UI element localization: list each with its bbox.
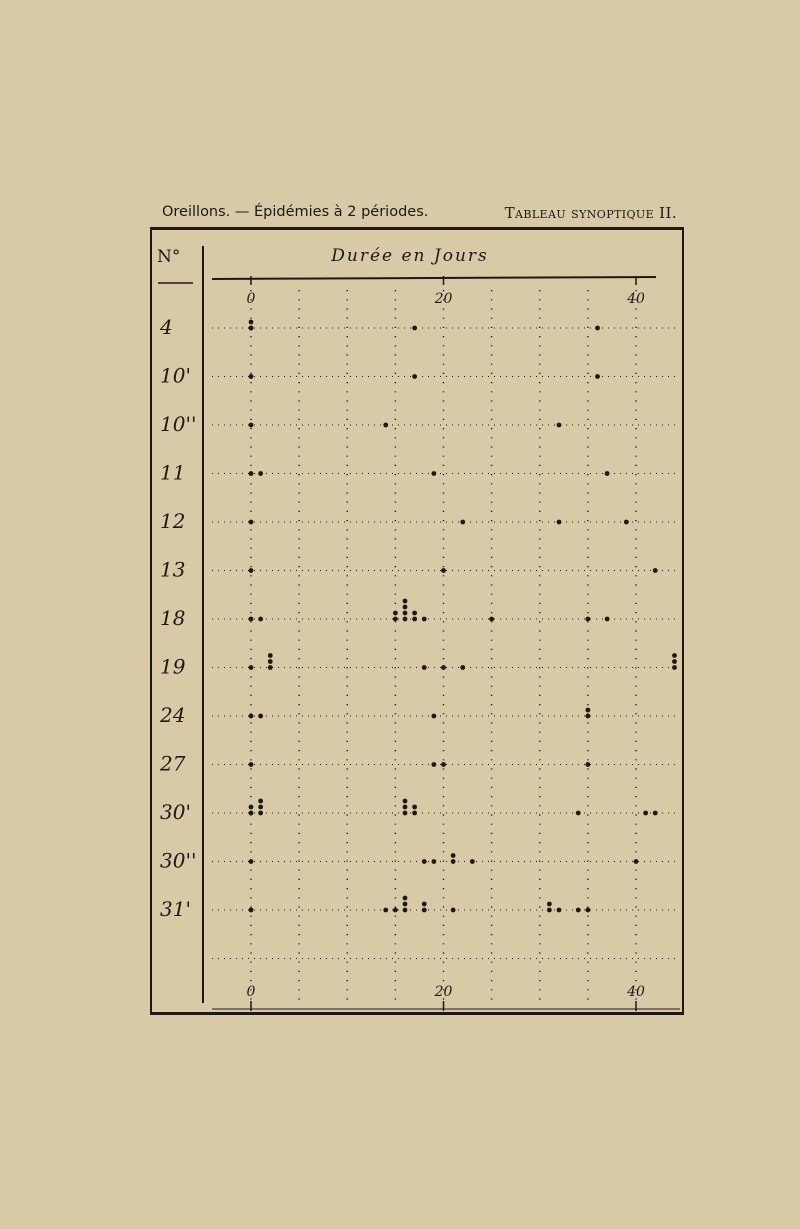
data-point <box>431 471 436 476</box>
data-point <box>624 520 629 525</box>
row-label: 11 <box>160 460 186 485</box>
data-point <box>403 811 408 816</box>
tick-label-bottom-20: 20 <box>434 984 453 1000</box>
data-point <box>422 908 427 913</box>
chart-title: Durée en Jours <box>331 246 489 266</box>
x-ticks <box>247 276 645 1011</box>
data-point <box>653 568 658 573</box>
data-point <box>576 811 581 816</box>
data-point <box>557 520 562 525</box>
data-point <box>268 659 273 664</box>
data-point <box>451 908 456 913</box>
data-point <box>441 762 446 767</box>
data-point <box>585 714 590 719</box>
data-point <box>249 859 254 864</box>
header-title: Oreillons. — Épidémies à 2 périodes. <box>162 204 429 220</box>
data-point <box>431 762 436 767</box>
row-lines <box>212 328 676 959</box>
row-label: 4 <box>160 315 173 339</box>
data-point <box>393 611 398 616</box>
data-point <box>403 611 408 616</box>
data-point <box>403 799 408 804</box>
data-point <box>258 714 263 719</box>
data-point <box>412 611 417 616</box>
data-point <box>383 908 388 913</box>
data-point <box>585 617 590 622</box>
row-label: 13 <box>160 557 186 582</box>
gridlines <box>251 290 636 1000</box>
tick-label-top-40: 40 <box>627 291 645 307</box>
tick-label-bottom-0: 0 <box>246 984 256 1000</box>
data-point <box>441 568 446 573</box>
data-point <box>643 811 648 816</box>
data-point <box>249 811 254 816</box>
row-label: 30' <box>160 800 191 824</box>
data-point <box>249 520 254 525</box>
data-point <box>557 908 562 913</box>
header-table-label: Tableau synoptique II. <box>504 204 677 222</box>
data-point <box>412 374 417 379</box>
data-point <box>422 665 427 670</box>
data-point <box>431 859 436 864</box>
data-point <box>605 471 610 476</box>
row-label: 10'' <box>160 412 197 436</box>
row-label: 19 <box>160 654 186 679</box>
data-point <box>393 617 398 622</box>
data-point <box>547 908 552 913</box>
data-point <box>403 896 408 901</box>
data-point <box>403 605 408 610</box>
data-point <box>258 805 263 810</box>
data-point <box>422 617 427 622</box>
data-point <box>403 599 408 604</box>
data-point <box>489 617 494 622</box>
data-point <box>451 859 456 864</box>
data-point <box>412 326 417 331</box>
data-point <box>441 665 446 670</box>
data-point <box>258 799 263 804</box>
row-label: 24 <box>160 703 186 727</box>
data-point <box>460 665 465 670</box>
data-point <box>412 811 417 816</box>
data-point <box>422 902 427 907</box>
data-point <box>595 374 600 379</box>
data-point <box>258 811 263 816</box>
data-point <box>393 908 398 913</box>
data-point <box>576 908 581 913</box>
data-point <box>258 471 263 476</box>
data-point <box>470 859 475 864</box>
data-points <box>249 320 677 913</box>
data-point <box>249 568 254 573</box>
data-point <box>249 326 254 331</box>
data-point <box>585 708 590 713</box>
data-point <box>249 617 254 622</box>
data-point <box>403 908 408 913</box>
data-point <box>557 423 562 428</box>
data-point <box>249 320 254 325</box>
row-label: 12 <box>160 509 186 533</box>
row-label: 31' <box>160 897 191 921</box>
data-point <box>412 805 417 810</box>
data-point <box>249 805 254 810</box>
data-point <box>403 805 408 810</box>
row-label: 30'' <box>160 848 197 873</box>
data-point <box>249 908 254 913</box>
data-point <box>249 374 254 379</box>
data-point <box>672 665 677 670</box>
data-point <box>268 653 273 658</box>
data-point <box>585 762 590 767</box>
data-point <box>249 714 254 719</box>
data-point <box>595 326 600 331</box>
data-point <box>249 762 254 767</box>
row-label: 27 <box>160 751 186 776</box>
row-label: 18 <box>160 606 186 630</box>
data-point <box>258 617 263 622</box>
number-column-header: N° <box>157 247 181 267</box>
data-point <box>605 617 610 622</box>
data-point <box>431 714 436 719</box>
row-label: 10' <box>160 363 191 388</box>
data-point <box>672 659 677 664</box>
data-point <box>412 617 417 622</box>
data-point <box>653 811 658 816</box>
data-point <box>460 520 465 525</box>
data-point <box>249 423 254 428</box>
data-point <box>672 653 677 658</box>
data-point <box>634 859 639 864</box>
data-point <box>249 665 254 670</box>
data-point <box>268 665 273 670</box>
tick-label-top-20: 20 <box>434 291 453 307</box>
top-axis-line <box>212 277 656 279</box>
data-point <box>249 471 254 476</box>
data-point <box>383 423 388 428</box>
data-point <box>547 902 552 907</box>
data-point <box>422 859 427 864</box>
data-point <box>585 908 590 913</box>
tick-label-top-0: 0 <box>246 291 256 307</box>
row-labels <box>159 315 196 921</box>
tick-label-bottom-40: 40 <box>627 984 645 1000</box>
data-point <box>451 853 456 858</box>
data-point <box>403 617 408 622</box>
data-point <box>403 902 408 907</box>
